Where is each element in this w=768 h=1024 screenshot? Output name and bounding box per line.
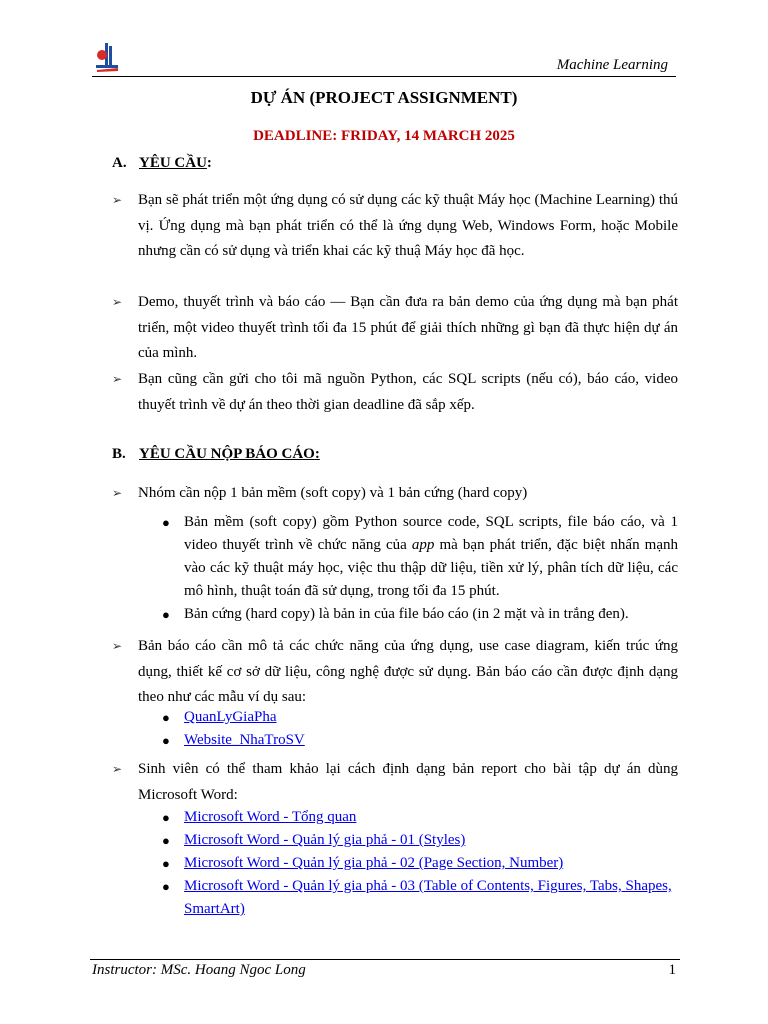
bullet-icon: ●	[162, 515, 170, 530]
list-item	[160, 706, 678, 729]
bullet-icon: ●	[162, 710, 170, 725]
section-a-title: YÊU CẦU	[139, 155, 207, 171]
link-quanlygiapha[interactable]: QuanLyGiaPha	[184, 709, 277, 725]
section-a-heading	[112, 155, 212, 172]
arrow-bullet-icon: ➢	[112, 193, 123, 207]
bullet-icon: ●	[162, 833, 170, 848]
link-website-nhatrosv[interactable]: Website_NhaTroSV	[184, 732, 305, 748]
list-item	[160, 511, 678, 603]
arrow-bullet-icon: ➢	[112, 639, 123, 653]
list-item-text: Demo, thuyết trình và báo cáo — Bạn cần đưa ra bản demo của ứng dụng mà bạn phát triển, một video thuyết trình tối đa 15 phút để giải thích những gì bạn đã thực hiện dự án của mình.	[138, 294, 678, 361]
list-item	[160, 603, 678, 626]
submission-bullets	[160, 511, 678, 626]
arrow-bullet-icon: ➢	[112, 372, 123, 386]
arrow-bullet-icon: ➢	[112, 486, 123, 500]
list-item	[160, 806, 678, 829]
list-item	[112, 634, 678, 711]
list-item-text: Sinh viên có thể tham khảo lại cách định dạng bản report cho bài tập dự án dùng Microsoft Word:	[138, 761, 678, 803]
list-item-text: Bạn sẽ phát triển một ứng dụng có sử dụng các kỹ thuật Máy học (Machine Learning) thú vị. Ứng dụng mà bạn phát triển có thể là ứng dụng Web, Windows Form, hoặc Mobile nhưng cần có sử dụng và triển khai các kỹ thuậ Máy học đã học.	[138, 192, 678, 259]
link-word-page-section[interactable]: Microsoft Word - Quản lý gia phả - 02 (Page Section, Number)	[184, 855, 564, 871]
page-number: 1	[668, 962, 676, 978]
list-item	[160, 875, 678, 921]
bullet-icon: ●	[162, 607, 170, 622]
university-logo	[96, 43, 120, 73]
list-item	[112, 188, 678, 265]
section-b-colon: :	[314, 446, 320, 462]
bullet-icon: ●	[162, 810, 170, 825]
example-links	[160, 706, 678, 752]
course-name: Machine Learning	[556, 57, 668, 73]
section-b-title: YÊU CẦU NỘP BÁO CÁO	[139, 446, 315, 462]
bullet-icon: ●	[162, 733, 170, 748]
instructor-name: Instructor: MSc. Hoang Ngoc Long	[92, 962, 306, 978]
deadline-text: DEADLINE: FRIDAY, 14 MARCH 2025	[253, 128, 515, 144]
link-word-toc[interactable]: Microsoft Word - Quản lý gia phả - 03 (Table of Contents, Figures, Tabs, Shapes, SmartArt)	[184, 878, 672, 917]
list-item	[112, 290, 678, 367]
word-tutorial-links	[160, 806, 678, 921]
bullet-icon: ●	[162, 856, 170, 871]
list-item-text: Nhóm cần nộp 1 bản mềm (soft copy) và 1 bản cứng (hard copy)	[138, 485, 528, 501]
hard-copy-text: Bản cứng (hard copy) là bản in của file báo cáo (in 2 mặt và in trắng đen).	[184, 606, 629, 622]
list-item	[160, 852, 678, 875]
soft-copy-text-end: mà bạn phát triển, đặc biệt nhấn mạnh vào các kỹ thuật máy học, việc thu thập dữ liệu, tiền xử lý, phân tích dữ liệu, các mô hình, thuật toán đã sử dụng, trong tối đa 15 phút.	[184, 537, 678, 599]
footer-divider	[90, 959, 680, 960]
arrow-bullet-icon: ➢	[112, 295, 123, 309]
page-title: DỰ ÁN (PROJECT ASSIGNMENT)	[250, 88, 518, 107]
arrow-bullet-icon: ➢	[112, 762, 123, 776]
section-b-heading	[112, 446, 320, 463]
list-item	[112, 757, 678, 808]
section-b-letter: B.	[112, 446, 126, 462]
list-item-text: Bạn cũng cần gửi cho tôi mã nguồn Python, các SQL scripts (nếu có), báo cáo, video thuyết trình về dự án theo thời gian deadline đã sắp xếp.	[138, 371, 678, 413]
section-a-colon: :	[206, 155, 212, 171]
list-item	[112, 481, 678, 507]
bullet-icon: ●	[162, 879, 170, 894]
list-item	[160, 829, 678, 852]
list-item-text: Bản báo cáo cần mô tả các chức năng của ứng dụng, use case diagram, kiến trúc ứng dụng, thiết kế cơ sở dữ liệu, công nghệ được sử dụng. Bản báo cáo cần được định dạng theo như các mẫu ví dụ sau:	[138, 638, 678, 705]
app-word: app	[411, 537, 435, 553]
section-a-letter: A.	[112, 155, 127, 171]
soft-copy-text-start: Bản mềm (soft copy) gồm Python source code, SQL scripts, file báo cáo, và 1 video thuyết trình về chức năng của	[184, 514, 678, 553]
header-divider	[92, 76, 676, 77]
link-word-styles[interactable]: Microsoft Word - Quản lý gia phả - 01 (Styles)	[184, 832, 466, 848]
list-item	[160, 729, 678, 752]
link-word-overview[interactable]: Microsoft Word - Tổng quan	[184, 809, 357, 825]
list-item	[112, 367, 678, 418]
